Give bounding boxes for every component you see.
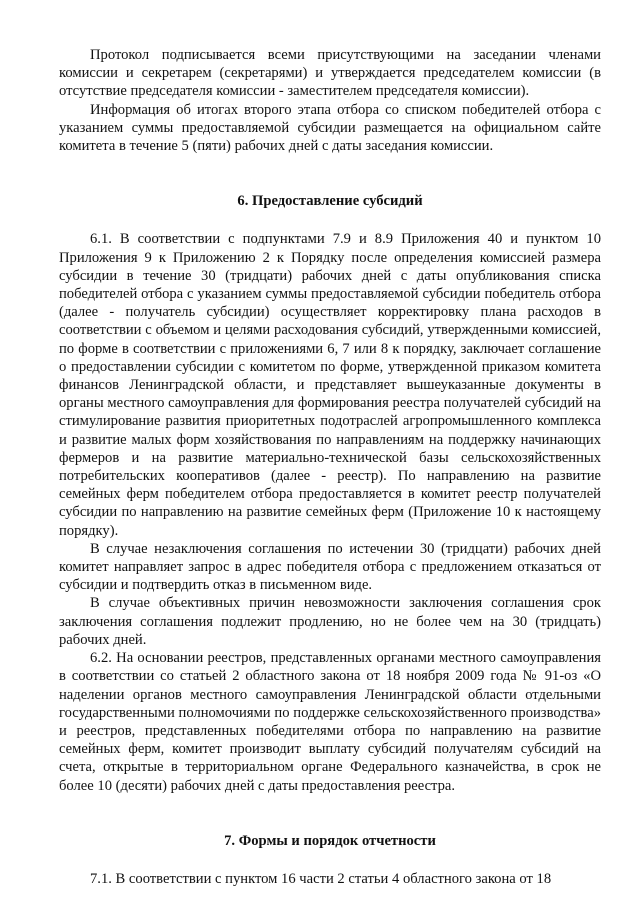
paragraph-6-2: 6.2. На основании реестров, представленных органами местного самоуправления в соответствии со статьей 2 областного закона от 18 ноября 2009 года № 91-оз «О наделении органов местного самоуправления Ленинградской области отдельными государственными полномочиями по поддержке сельскохозяйственного производства» и реестров, представленных победителями отбора по направлению на развитие семейных ферм, комитет производит выплату субсидий получателям субсидий на счета, открытые в территориальном органе Федерального казначейства, в срок не более 10 (десяти) рабочих дней с даты предоставления реестра. (59, 650, 601, 794)
paragraph-6-1-extension: В случае объективных причин невозможности заключения соглашения срок заключения соглашения подлежит продлению, но не более чем на 30 (тридцать) рабочих дней. (59, 595, 601, 648)
intro-paragraph-results: Информация об итогах второго этапа отбора со списком победителей отбора с указанием суммы предоставляемой субсидии размещается на официальном сайте комитета в течение 5 (пяти) рабочих дней с даты заседания комиссии. (59, 101, 601, 155)
paragraph-6-1-no-agreement: В случае незаключения соглашения по истечении 30 (тридцати) рабочих дней комитет направляет запрос в адрес победителя отбора с предложением отказаться от субсидии и подтвердить отказ в письменном виде. (59, 540, 601, 594)
document-page (59, 46, 601, 888)
paragraph-6-1: 6.1. В соответствии с подпунктами 7.9 и 8.9 Приложения 40 и пунктом 10 Приложения 9 к Приложению 2 к Порядку после определения комиссией размера субсидии в течение 30 (тридцати) рабочих дней с даты опубликования списка победителей отбора с указанием суммы предоставляемой субсидии победитель отбора (далее - получатель субсидии) осуществляет корректировку плана расходов в соответствии с объемом и целями расходования субсидий, утвержденными комиссией, по форме в соответствии с приложениями 6, 7 или 8 к порядку, заключает соглашение о предоставлении субсидии с комитетом по форме, утвержденной приказом комитета финансов Ленинградской области, и представляет вышеуказанные документы в органы местного самоуправления для формирования реестра получателей субсидий на стимулирование развития приоритетных подотраслей агропромышленного комплекса и развитие малых форм хозяйствования по направлениям на поддержку начинающих фермеров и на развитие материально-технической базы сельскохозяйственных потребительских кооперативов (далее - реестр). По направлению на развитие семейных ферм победителем отбора предоставляется в комитет реестр получателей субсидии по направлению на развитие семейных ферм (Приложение 10 к настоящему порядку). (59, 231, 601, 539)
section-7-title: 7. Формы и порядок отчетности (224, 832, 436, 849)
section-6-title: 6. Предоставление субсидий (237, 193, 423, 210)
intro-paragraph-protocol: Протокол подписывается всеми присутствующими на заседании членами комиссии и секретарем (секретарями) и утверждается председателем комиссии (в отсутствие председателя комиссии - заместителем председателя комиссии). (59, 47, 601, 100)
paragraph-7-1: 7.1. В соответствии с пунктом 16 части 2 статьи 4 областного закона от 18 (90, 870, 552, 887)
